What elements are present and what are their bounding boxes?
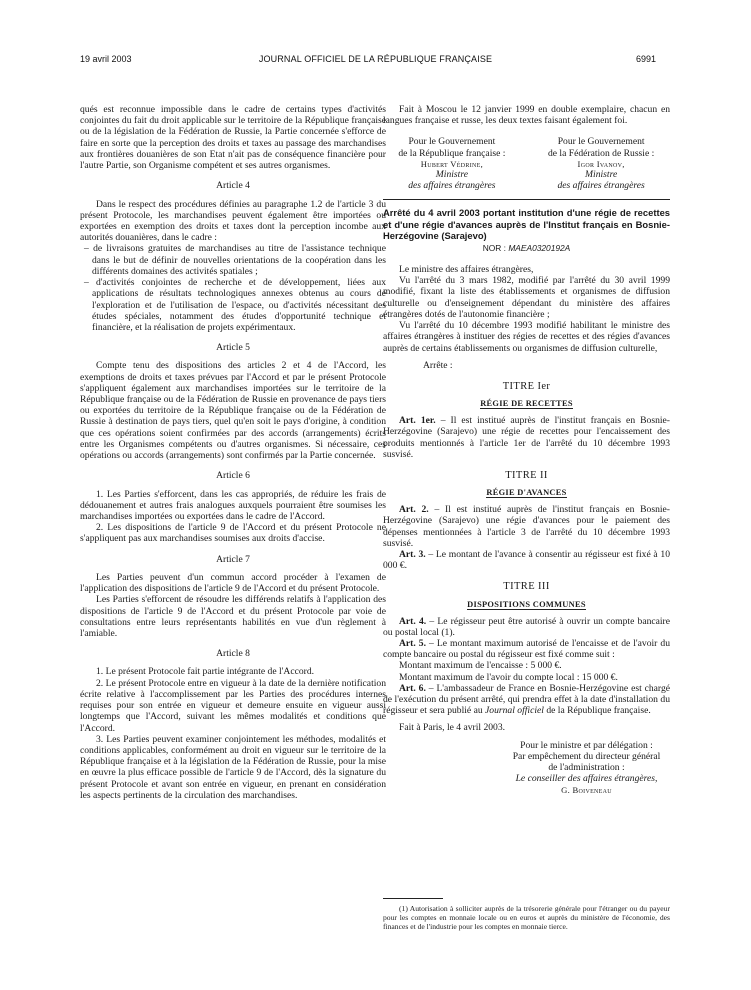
section-divider (383, 199, 670, 200)
arrete-verb: Arrête : (423, 359, 453, 371)
article-7-paragraph-2: Les Parties s'efforcent de résoudre les différends relatifs à l'application des dispositions de l'article 9 de l'Accord et du présent Protocole par voie de consultations entre leurs représentants habilités en vue d'un règlement à l'amiable. (80, 594, 386, 639)
article-6-text: – L'ambassadeur de France en Bosnie-Herzégovine est chargé de l'exécution du présent arrêté, qui prendra effet à la date d'installation du régisseur et sera publié au (383, 682, 671, 717)
nor-code: MAEA0320192A (508, 243, 571, 254)
signature-line: Pour le ministre et par délégation : (520, 739, 653, 751)
signature-france (383, 136, 521, 191)
article-6-text-end: de la République française. (543, 705, 651, 717)
signatory-title: Ministre (435, 168, 468, 180)
page-header (0, 54, 751, 68)
signature-line: de l'administration : (548, 762, 625, 774)
signatory-title: Ministre (585, 168, 618, 180)
footnote-text: (1) Autorisation à solliciter auprès de la trésorerie générale pour l'étranger ou du payeur pour les comptes en monnaie locale ou en euros et auprès du ministère de l'économie, des finances et de l'industrie pour les comptes en monnaie tierce. (383, 904, 670, 931)
article-5-heading: Article 5 (216, 342, 250, 354)
article-4-text: – Le régisseur peut être autorisé à ouvrir un compte bancaire ou postal local (1). (383, 615, 671, 638)
article-3 (383, 549, 670, 571)
titre-2-heading: TITRE II (505, 469, 548, 481)
article-8-paragraph-2: 2. Le présent Protocole entre en vigueur à la date de la dernière notification écrite relative à l'accomplissement par les Parties des procédures internes requises pour son entrée en vigueur et demeure ensuite en vigueur aussi longtemps que l'Accord, suivant les mêmes modalités et conditions que l'Accord. (80, 677, 386, 734)
article-4-item-2: – d'activités conjointes de recherche et de développement, liées aux applications de résultats technologiques annexes obtenus au cours de l'exploration et de l'utilisation de l'espace, ou d'activités nécessitant des études spéciales, notamment des études d'opportunité technique et financière, et la réalisation de projets expérimentaux. (84, 277, 386, 333)
signature-line: Le conseiller des affaires étrangères, (515, 773, 658, 785)
signatory-title: des affaires étrangères (557, 180, 645, 192)
titre-1-subheading-text: RÉGIE DE RECETTES (480, 399, 573, 409)
article-8-heading: Article 8 (216, 648, 250, 660)
signature-line: Par empêchement du directeur général (512, 750, 661, 762)
nor-reference (383, 244, 670, 254)
article-1-text: – Il est institué auprès de l'institut français en Bosnie-Herzégovine (Sarajevo) une régie de recettes pour l'encaissement des produits mentionnés à l'article 1er de l'arrêté du 10 décembre 1993 susvisé. (383, 415, 670, 460)
right-column (383, 104, 670, 795)
preamble-vu-2: Vu l'arrêté du 10 décembre 1993 modifié habilitant le ministre des affaires étrangères à instituer des régies de recettes et des régies d'avances auprès de certains établissements ou organismes de diffusion culturelle, (383, 320, 670, 354)
article-6-paragraph-1: 1. Les Parties s'efforcent, dans les cas appropriés, de réduire les frais de dédouanement et autres frais analogues auxquels pourraient être soumises les marchandises importées ou exportées dans le cadre de l'Accord. (80, 488, 386, 522)
article-4-item-1: – de livraisons gratuites de marchandises au titre de l'assistance technique dans le but de définir de nouvelles orientations de la coopération dans les différents domaines des activités spatiales ; (84, 243, 386, 277)
article-3-label: Art. 3. (399, 548, 426, 560)
left-column (80, 104, 386, 801)
footnote-divider (383, 898, 443, 899)
ministerial-signature (503, 740, 670, 795)
article-3-text: – Le montant de l'avance à consentir au régisseur est fixé à 10 000 €. (383, 548, 671, 572)
signature-label: de la Fédération de Russie : (547, 147, 655, 159)
article-5-text: – Le montant maximum autorisé de l'encaisse et de l'avoir du compte bancaire ou postal du régisseur est fixé comme suit : (383, 637, 670, 661)
article-5-amount-2: Montant maximum de l'avoir du compte local : 15 000 €. (399, 671, 618, 683)
header-journal-title: JOURNAL OFFICIEL DE LA RÉPUBLIQUE FRANÇAISE (258, 54, 493, 64)
article-6-paragraph-2: 2. Les dispositions de l'article 9 de l'Accord et du présent Protocole ne s'appliquent pas aux marchandises soumises aux droits d'accise. (80, 522, 386, 545)
article-5-amount-1: Montant maximum de l'encaisse : 5 000 €. (399, 660, 562, 672)
nor-label: NOR : (482, 243, 506, 254)
signature-place-date-paris: Fait à Paris, le 4 avril 2003. (399, 722, 506, 734)
article-6-heading: Article 6 (216, 470, 250, 482)
article-4-label: Art. 4. (399, 615, 427, 627)
footnote (383, 898, 670, 932)
article-4 (383, 616, 670, 638)
article-7-paragraph-1: Les Parties peuvent d'un commun accord procéder à l'examen de l'application des dispositions de l'article 9 de l'Accord et du présent Protocole. (80, 571, 386, 595)
treaty-signatures (383, 136, 670, 191)
signatory-name: G. Boiveneau (561, 784, 612, 795)
header-date: 19 avril 2003 (80, 54, 132, 64)
article-5-label: Art. 5. (399, 637, 426, 649)
preamble-vu-1: Vu l'arrêté du 3 mars 1982, modifié par l'arrêté du 30 avril 1999 modifié, fixant la liste des établissements et organismes de diffusion culturelle ou d'enseignement dépendant du ministère des affaires étrangères dotés de l'autonomie financière ; (383, 275, 670, 320)
article-2-label: Art. 2. (399, 504, 429, 516)
preamble-minister: Le ministre des affaires étrangères, (399, 264, 534, 276)
article-2 (383, 504, 670, 549)
continuation-paragraph: qués est reconnue impossible dans le cadre de certains types d'activités conjointes du fait du droit applicable sur le territoire de la République française ou de la législation de la Fédération de Russie, la Partie concernée s'efforce de faire en sorte que la perception des droits et taxes au passage des marchandises aux frontières douanières de son Etat n'ait pas de conséquence financière pour l'autre Partie, son Organisme compétent et ses autres organismes. (80, 104, 386, 172)
article-6-journal: Journal officiel (485, 705, 544, 717)
titre-1-heading: TITRE Ier (502, 381, 551, 392)
article-1-label: Art. 1er. (399, 415, 436, 427)
signatory-title: des affaires étrangères (408, 180, 496, 192)
header-page-number: 6991 (635, 54, 656, 64)
titre-2-subheading (383, 488, 670, 498)
article-1 (383, 415, 670, 460)
article-5-paragraph: Compte tenu des dispositions des articles 2 et 4 de l'Accord, les exemptions de droits et taxes prévues par l'Accord et par le présent Protocole s'appliquent également aux marchandises importées sur le territoire de la République française ou de la Fédération de Russie en provenance de pays tiers ou exportées du territoire de la République française ou de la Fédération de Russie à destination de pays tiers, quel qu'en soit le pays d'origine, à condition que ces opérations soient confirmées par des accords (arrangements) écrits entre les Organismes compétents ou d'autres organismes. Si nécessaire, ces opérations ou accords (arrangements) sont confirmés par la Partie concernée. (80, 360, 386, 462)
article-6-label: Art. 6. (399, 682, 426, 694)
article-8-paragraph-3: 3. Les Parties peuvent examiner conjointement les méthodes, modalités et conditions applicables, conformément au droit en vigueur sur le territoire de la République française et à la législation de la Fédération de Russie, pour la mise en œuvre la plus efficace possible de l'article 9 de l'Accord, dès la signature du présent Protocole et avant son entrée en vigueur, en prenant en considération les aspects pertinents de la circulation des marchandises. (80, 733, 386, 801)
titre-3-subheading-text: DISPOSITIONS COMMUNES (467, 599, 586, 609)
article-4-heading: Article 4 (216, 180, 250, 192)
article-4-paragraph: Dans le respect des procédures définies au paragraphe 1.2 de l'article 3 du présent Protocole, les marchandises peuvent également être importées ou exportées en exemption des droits et taxes dont la perception incombe aux autorités douanières, dans le cadre : (80, 198, 386, 244)
signature-label: de la République française : (398, 147, 506, 159)
article-5 (383, 638, 670, 660)
titre-1-subheading (383, 399, 670, 409)
article-2-text: – Il est institué auprès de l'institut français en Bosnie-Herzégovine (Sarajevo) une régie d'avances pour le paiement des dépenses mentionnées à l'article 3 de l'arrêté du 10 décembre 1993 susvisé. (383, 504, 671, 549)
arrete-title: Arrêté du 4 avril 2003 portant institution d'une régie de recettes et d'une régie d'avances auprès de l'Institut français en Bosnie-Herzégovine (Sarajevo) (383, 207, 670, 241)
signature-label: Pour le Gouvernement (408, 136, 496, 148)
titre-3-heading: TITRE III (503, 581, 550, 593)
titre-2-subheading-text: RÉGIE D'AVANCES (486, 488, 567, 498)
signature-russia (532, 136, 670, 191)
titre-3-subheading (383, 600, 670, 610)
signature-label: Pour le Gouvernement (557, 136, 645, 148)
signatory-name: Hubert Védrine, (420, 158, 484, 169)
signature-place-date: Fait à Moscou le 12 janvier 1999 en double exemplaire, chacun en langues française et russe, les deux textes faisant également foi. (383, 104, 670, 127)
article-8-paragraph-1: 1. Le présent Protocole fait partie intégrante de l'Accord. (96, 666, 315, 678)
signatory-name: Igor Ivanov, (577, 158, 625, 169)
article-7-heading: Article 7 (216, 553, 250, 565)
article-6 (383, 683, 670, 717)
